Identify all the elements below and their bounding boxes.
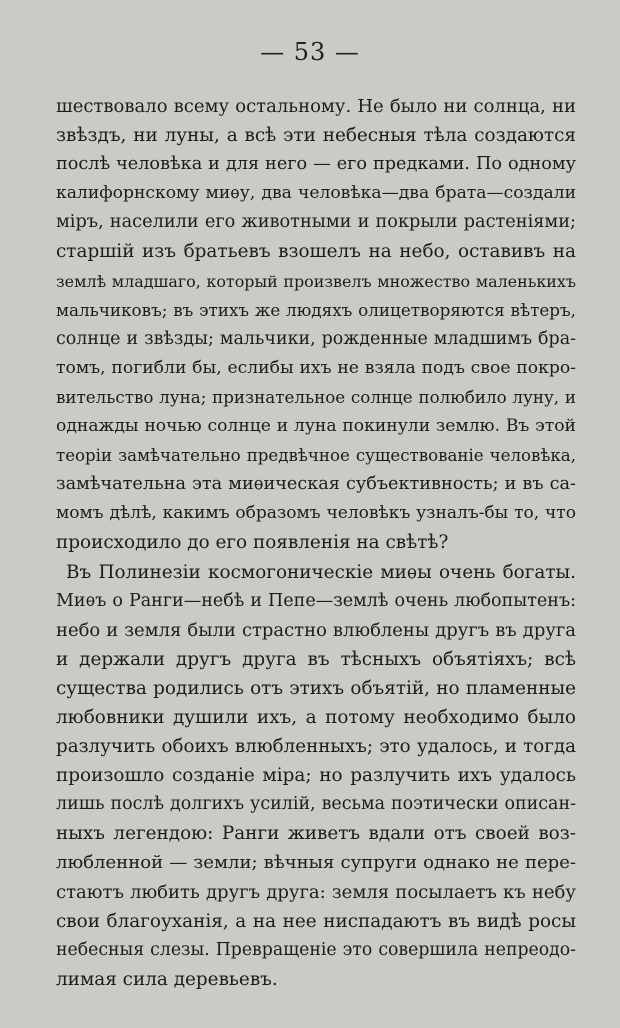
text-line: теоріи замѣчательно предвѣчное существованіе человѣка, xyxy=(56,446,576,466)
body-text xyxy=(56,92,576,994)
text-line: мальчиковъ; въ этихъ же людяхъ олицетворяются вѣтеръ, xyxy=(56,299,576,320)
text-line: Миѳъ о Ранги—небѣ и Пепе—землѣ очень любопытенъ: xyxy=(56,590,576,611)
text-line: разлучить обоихъ влюбленныхъ; это удалось, и тогда xyxy=(56,736,576,758)
text-line: любленной — земли; вѣчныя супруги однако не пере- xyxy=(56,852,576,874)
text-line: произошло созданіе міра; но разлучить ихъ удалось xyxy=(56,765,576,787)
text-line: ныхъ легендою: Ранги живетъ вдали отъ своей воз- xyxy=(56,823,576,845)
text-line: томъ, погибли бы, еслибы ихъ не взяла подъ свое покро- xyxy=(56,357,576,378)
text-line: небо и земля были страстно влюблены другъ въ друга xyxy=(56,619,576,641)
text-line: шествовало всему остальному. Не было ни солнца, ни xyxy=(56,96,576,117)
text-line: происходило до его появленія на свѣтѣ? xyxy=(56,532,449,554)
text-line: солнце и звѣзды; мальчики, рожденные младшимъ бра- xyxy=(56,328,576,349)
text-line: свои благоуханія, а на нее ниспадаютъ въ видѣ росы xyxy=(56,910,576,932)
text-line: любовники душили ихъ, а потому необходимо было xyxy=(56,706,576,728)
text-line: лимая сила деревьевъ. xyxy=(56,968,278,990)
text-line: стаютъ любить другъ друга: земля посылаетъ къ небу xyxy=(56,881,576,903)
text-line: и держали другъ друга въ тѣсныхъ объятіяхъ; всѣ xyxy=(56,648,576,670)
text-line: послѣ человѣка и для него — его предками. По одному xyxy=(56,154,576,175)
text-line: калифорнскому миѳу, два человѣка—два брата—создали xyxy=(56,183,576,204)
text-line: момъ дѣлѣ, какимъ образомъ человѣкъ узналъ-бы то, что xyxy=(56,503,576,524)
text-line: землѣ младшаго, который произвелъ множество маленькихъ xyxy=(56,271,576,291)
text-line: существа родились отъ этихъ объятій, но пламенные xyxy=(56,677,576,699)
text-line: звѣздъ, ни луны, а всѣ эти небесныя тѣла создаются xyxy=(56,125,576,147)
text-line: лишь послѣ долгихъ усилій, весьма поэтически описан- xyxy=(56,794,576,815)
text-line: старшій изъ братьевъ взошелъ на небо, оставивъ на xyxy=(56,241,576,263)
text-line: однажды ночью солнце и луна покинули землю. Въ этой xyxy=(56,416,576,437)
text-line: міръ, населили его животными и покрыли растеніями; xyxy=(56,212,576,233)
text-line: небесныя слезы. Превращеніе это совершила непреодо- xyxy=(56,939,576,960)
text-line: замѣчательна эта миѳическая субъективность; и въ са- xyxy=(56,474,576,495)
text-line: Въ Полинезіи космогоническіе миѳы очень богаты. xyxy=(66,561,576,583)
text-line: вительство луна; признательное солнце полюбило луну, и xyxy=(56,386,576,407)
page-number: — 53 — xyxy=(260,38,360,66)
